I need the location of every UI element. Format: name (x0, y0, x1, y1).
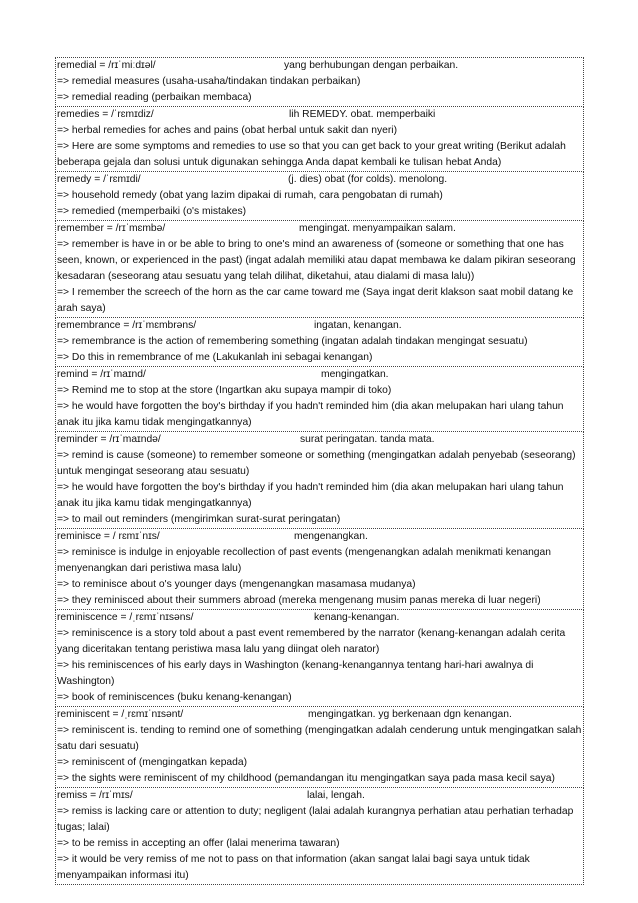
entry-headline (56, 221, 583, 237)
entry-headline (56, 432, 583, 448)
entry-remembrance (55, 318, 584, 367)
entry-remedy (55, 172, 584, 221)
entry-headline (56, 707, 583, 723)
dictionary-page (55, 57, 584, 885)
entry-headline (56, 318, 583, 334)
headword: remind = /rɪˈmaɪnd/ (57, 369, 146, 380)
definition: lalai, lengah. (307, 790, 365, 801)
headword: reminiscent = /ˌrɛmɪˈnɪsənt/ (57, 709, 184, 720)
headword: remembrance = /rɪˈmɛmbrəns/ (57, 320, 197, 331)
example-line: => to be remiss in accepting an offer (lalai menerima tawaran) (57, 838, 340, 849)
definition: surat peringatan. tanda mata. (300, 434, 435, 445)
example-line: => they reminisced about their summers abroad (mereka mengenang musim panas mereka di luar negeri) (57, 595, 541, 606)
definition: mengenangkan. (294, 531, 368, 542)
example-line: => remembrance is the action of remembering something (ingatan adalah tindakan mengingat sesuatu) (57, 336, 528, 347)
example-line: => household remedy (obat yang lazim dipakai di rumah, cara pengobatan di rumah) (57, 190, 443, 201)
example-line: => Remind me to stop at the store (Ingartkan aku supaya mampir di toko) (57, 385, 392, 396)
definition: mengingatkan. (321, 369, 389, 380)
example-line: => reminiscence is a story told about a past event remembered by the narrator (kenang-kenangan adalah cerita yang diceritakan tentang peristiwa masa lalu yang diingat oleh narator) (57, 628, 569, 655)
entry-reminiscence (55, 610, 584, 707)
headword: remedial = /rɪˈmiːdɪəl/ (57, 60, 156, 71)
example-line: => reminiscent of (mengingatkan kepada) (57, 757, 248, 768)
example-line: => remedial measures (usaha-usaha/tindakan tindakan perbaikan) (57, 76, 361, 87)
example-line: => the sights were reminiscent of my childhood (pemandangan itu mengingatkan saya pada masa kecil saya) (57, 773, 555, 784)
definition: yang berhubungan dengan perbaikan. (284, 60, 459, 71)
entry-headline (56, 172, 583, 188)
entry-reminiscent (55, 707, 584, 788)
definition: kenang-kenangan. (314, 612, 400, 623)
example-line: => herbal remedies for aches and pains (obat herbal untuk sakit dan nyeri) (57, 125, 397, 136)
headword: reminder = /rɪˈmaɪndə/ (57, 434, 161, 445)
example-line: => he would have forgotten the boy's birthday if you hadn't reminded him (dia akan melupakan hari ulang tahun anak itu jika kamu tidak mengingatkannya) (57, 482, 567, 509)
definition: (j. dies) obat (for colds). menolong. (288, 174, 448, 185)
example-line: => it would be very remiss of me not to pass on that information (akan sangat lalai bagi saya untuk tidak menyampaikan informasi itu) (57, 854, 533, 881)
example-line: => I remember the screech of the horn as the car came toward me (Saya ingat derit klakson saat mobil datang ke arah saya) (57, 287, 577, 314)
entry-headline (56, 788, 583, 804)
entry-headline (56, 529, 583, 545)
entry-reminder (55, 432, 584, 529)
example-line: => Do this in remembrance of me (Lakukanlah ini sebagai kenangan) (57, 352, 373, 363)
example-line: => to mail out reminders (mengirimkan surat-surat peringatan) (57, 514, 341, 525)
definition: mengingatkan. yg berkenaan dgn kenangan. (308, 709, 512, 720)
example-line: => to reminisce about o's younger days (mengenangkan masamasa mudanya) (57, 579, 416, 590)
entry-reminisce (55, 529, 584, 610)
example-line: => reminisce is indulge in enjoyable recollection of past events (mengenangkan adalah menikmati kenangan menyenangkan dari peristiwa masa lalu) (57, 547, 554, 574)
headword: reminisce = / rɛmɪˈnɪs/ (57, 531, 160, 542)
headword: reminiscence = /ˌrɛmɪˈnɪsəns/ (57, 612, 194, 623)
entry-headline (56, 367, 583, 383)
entry-headline (56, 610, 583, 626)
entry-headline (56, 58, 583, 74)
entry-remind (55, 367, 584, 432)
definition: mengingat. menyampaikan salam. (299, 223, 456, 234)
example-line: => reminiscent is. tending to remind one of something (mengingatkan adalah cenderung untuk mengingatkan salah satu dari sesuatu) (57, 725, 585, 752)
example-line: => remember is have in or be able to bring to one's mind an awareness of (someone or something that one has seen, known, or experienced in the past) (ingat adalah memiliki atau dapat membawa ke dalam pikiran seseorang kesadaran (seseorang atau sesuatu yang telah dilihat, diketahui, atau dialami di masa lalu)) (57, 239, 579, 282)
headword: remiss = /rɪˈmɪs/ (57, 790, 133, 801)
definition: lih REMEDY. obat. memperbaiki (289, 109, 436, 120)
headword: remember = /rɪˈmɛmbə/ (57, 223, 166, 234)
headword: remedy = /ˈrɛmɪdi/ (57, 174, 141, 185)
entry-headline (56, 107, 583, 123)
example-line: => remind is cause (someone) to remember someone or something (mengingatkan adalah penyebab (seseorang) untuk mengingat seseorang atau sesuatu) (57, 450, 579, 477)
example-line: => remedial reading (perbaikan membaca) (57, 92, 252, 103)
definition: ingatan, kenangan. (314, 320, 402, 331)
headword: remedies = /ˈrɛmɪdiz/ (57, 109, 154, 120)
example-line: => remedied (memperbaiki (o's mistakes) (57, 206, 247, 217)
example-line: => he would have forgotten the boy's birthday if you hadn't reminded him (dia akan melupakan hari ulang tahun anak itu jika kamu tidak mengingatkannya) (57, 401, 567, 428)
entry-remember (55, 221, 584, 318)
entry-remiss (55, 788, 584, 885)
example-line: => Here are some symptoms and remedies to use so that you can get back to your great writing (Berikut adalah beberapa gejala dan solusi untuk digunakan sehingga Anda dapat kembali ke tulisan hebat Anda) (57, 141, 569, 168)
entry-remedial (55, 57, 584, 107)
entry-remedies (55, 107, 584, 172)
example-line: => his reminiscences of his early days in Washington (kenang-kenangannya tentang hari-hari awalnya di Washington) (57, 660, 537, 687)
example-line: => remiss is lacking care or attention to duty; negligent (lalai adalah kurangnya perhatian atau perhatian terhadap tugas; lalai) (57, 806, 577, 833)
example-line: => book of reminiscences (buku kenang-kenangan) (57, 692, 292, 703)
